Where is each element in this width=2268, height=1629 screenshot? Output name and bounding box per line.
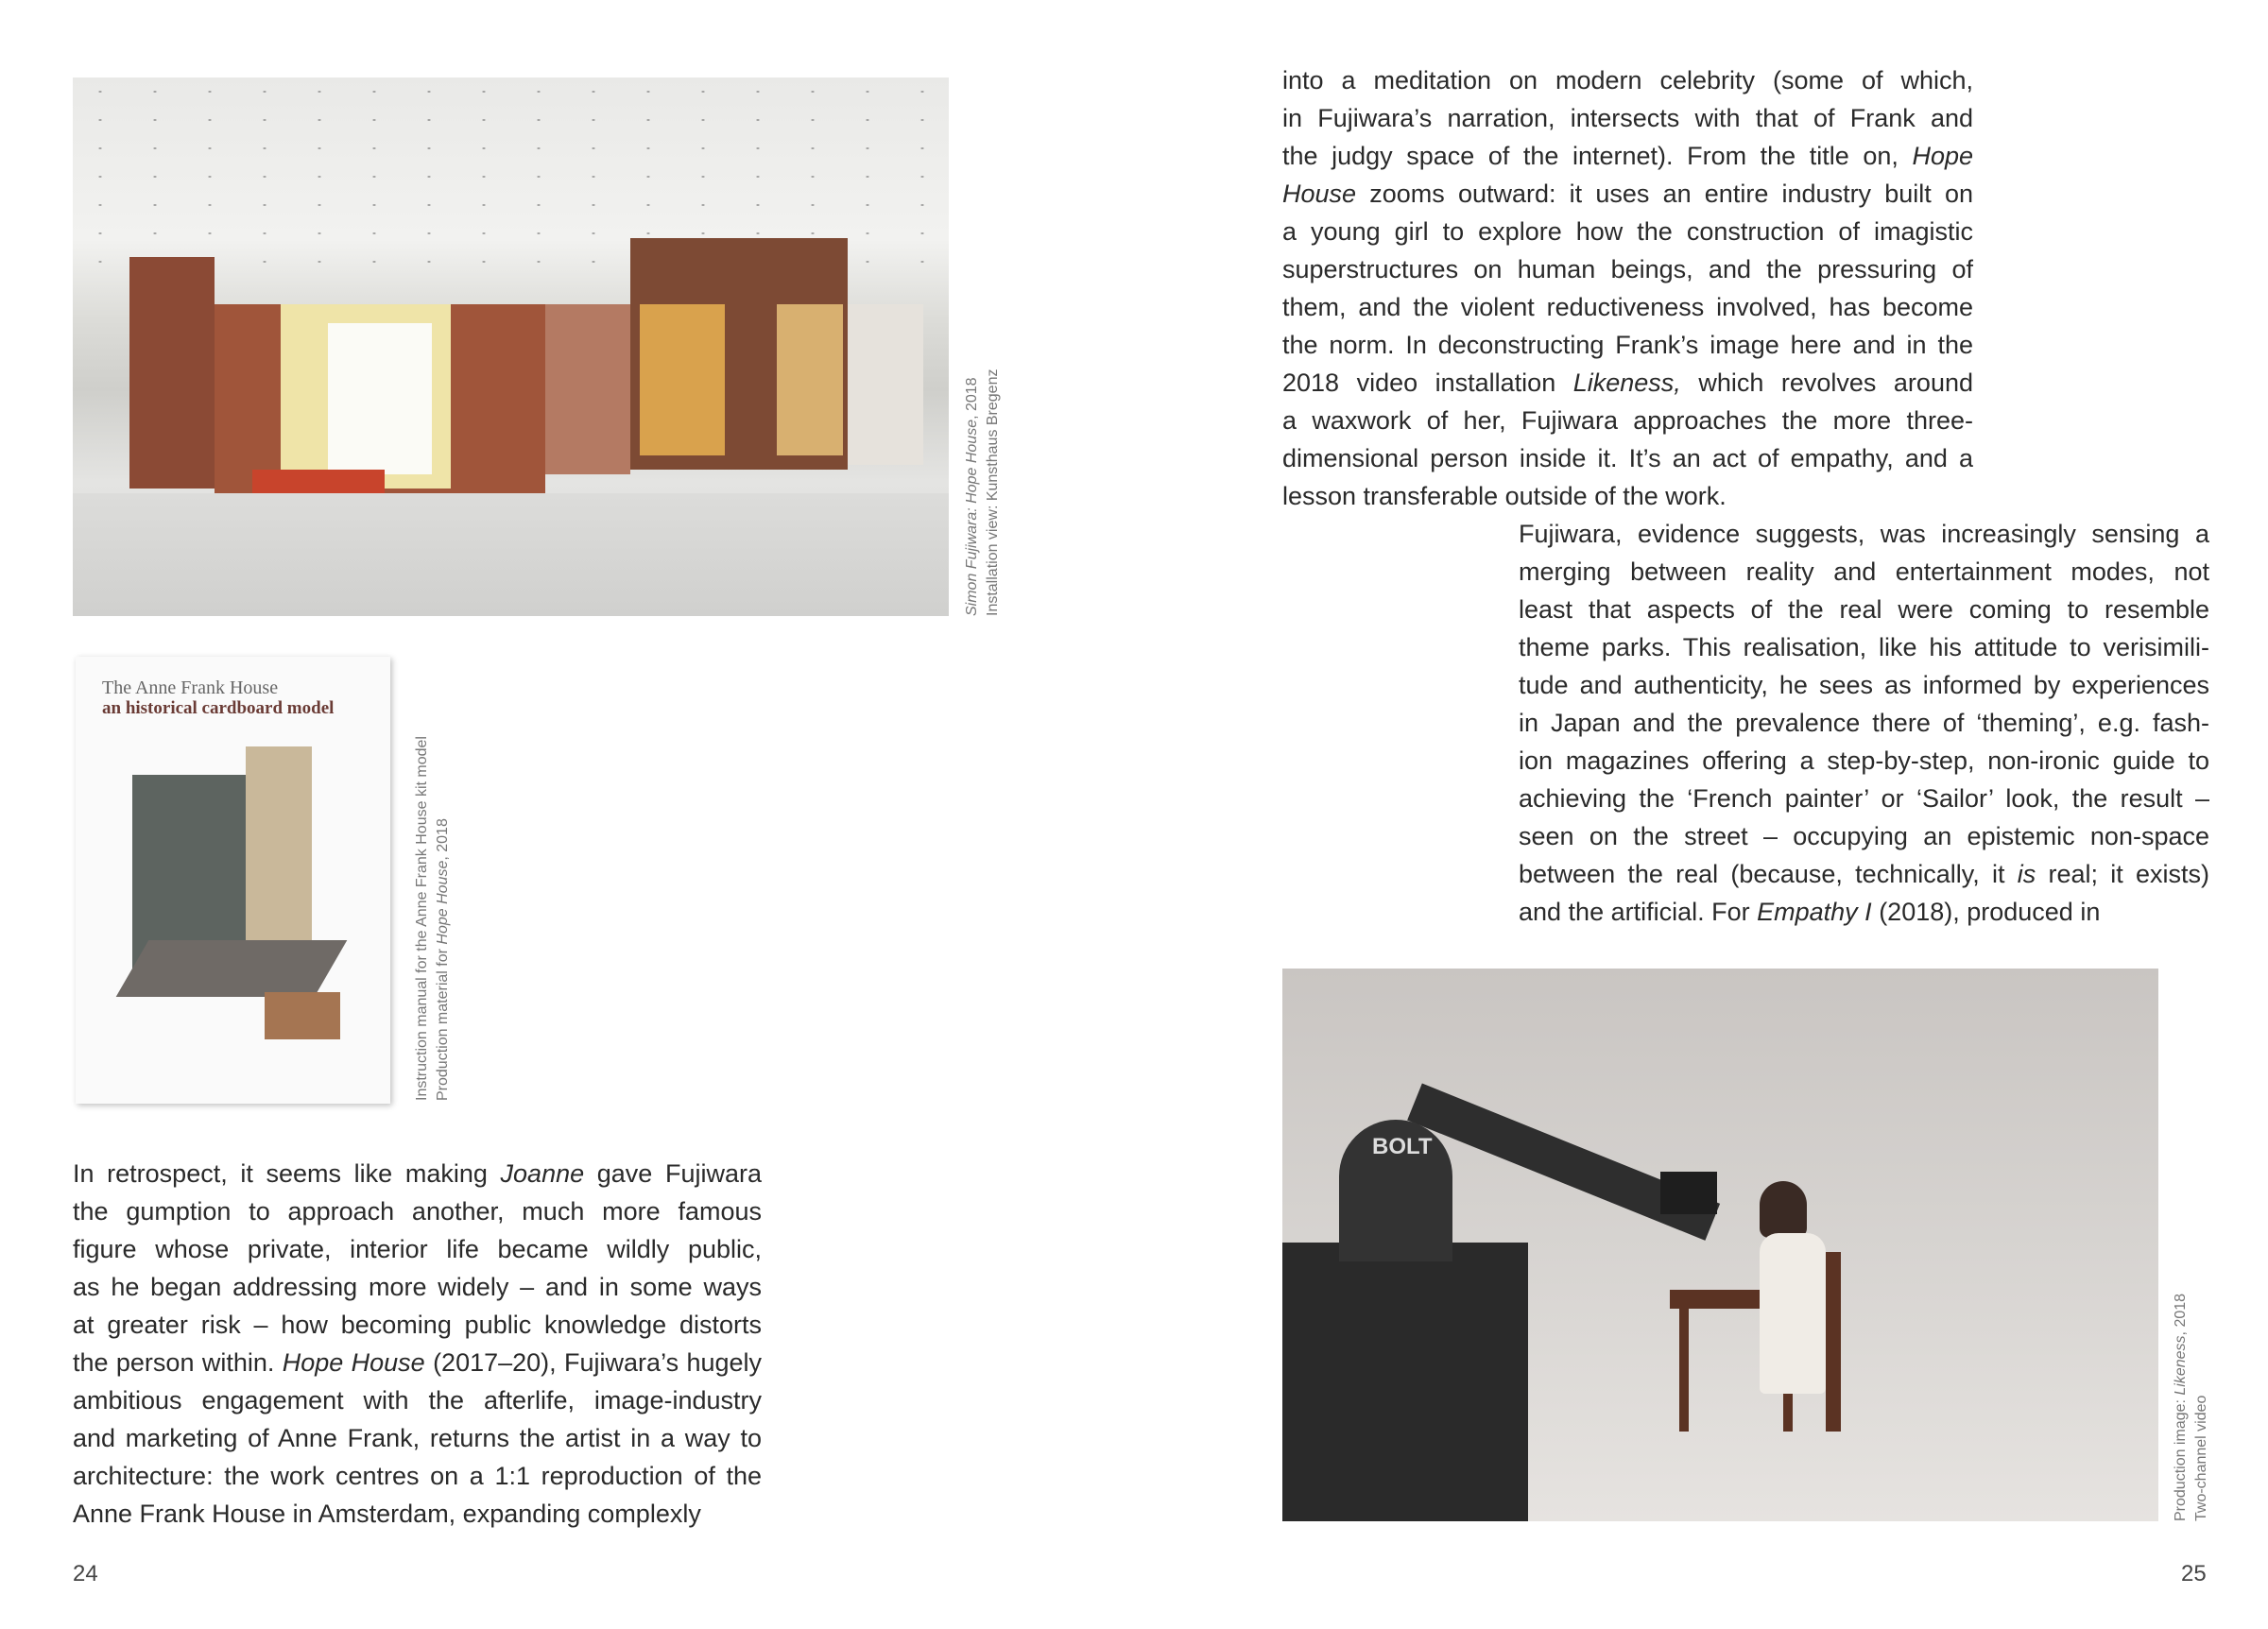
caption-line: Production image: xyxy=(2173,1395,2189,1521)
italic-text: is xyxy=(2017,860,2036,888)
text-line xyxy=(1282,288,1973,326)
text-run: (2018), produced in xyxy=(1871,898,2101,926)
text-run: theme parks. This realisation, like his attitude to verisimili- xyxy=(1519,633,2209,661)
text-run: the person within. xyxy=(73,1348,283,1377)
text-line xyxy=(1282,326,1973,364)
kit-title: The Anne Frank House xyxy=(102,677,279,698)
figure1-caption xyxy=(962,304,1004,616)
robot-base xyxy=(1282,1243,1528,1521)
robot-label: BOLT xyxy=(1372,1134,1433,1159)
text-line xyxy=(1282,250,1973,288)
caption-line: Two-channel video xyxy=(2193,1395,2209,1521)
desk-leg xyxy=(1679,1309,1689,1432)
text-line xyxy=(73,1457,762,1495)
text-run: superstructures on human beings, and the pressuring of xyxy=(1282,255,1973,283)
figure-head xyxy=(1760,1181,1807,1238)
text-run: merging between reality and entertainment modes, not xyxy=(1519,557,2209,586)
page-number-right: 25 xyxy=(2181,1561,2207,1586)
caption-title: Hope House xyxy=(435,860,451,945)
text-run: as he began addressing more widely – and in some ways xyxy=(73,1273,762,1301)
text-run: real; it exists) xyxy=(2036,860,2209,888)
red-floor xyxy=(252,470,385,493)
italic-text: Joanne xyxy=(500,1159,585,1188)
text-line xyxy=(73,1495,762,1533)
caption-title: Likeness xyxy=(2173,1335,2189,1396)
text-run: architecture: the work centres on a 1:1 reproduction of the xyxy=(73,1462,762,1490)
text-run: figure whose private, interior life became wildly public, xyxy=(73,1235,762,1263)
text-run: ion magazines offering a step-by-step, non-ironic guide to xyxy=(1519,746,2209,775)
text-run: between the real (because, technically, it xyxy=(1519,860,2018,888)
text-line xyxy=(73,1381,762,1419)
text-line xyxy=(1282,137,1973,175)
text-run: gave Fujiwara xyxy=(584,1159,762,1188)
waxwork-figure xyxy=(1760,1233,1826,1394)
text-run: tude and authenticity, he sees as informed by experiences xyxy=(1519,671,2209,699)
text-line xyxy=(73,1192,762,1230)
figure3-caption xyxy=(2171,1238,2212,1521)
lit-room xyxy=(640,304,725,455)
white-room xyxy=(328,323,432,474)
text-line xyxy=(1282,364,1973,402)
text-run: (2017–20), Fujiwara’s hugely xyxy=(424,1348,763,1377)
text-line xyxy=(1519,817,2209,855)
camera xyxy=(1660,1172,1717,1214)
hope-house-installation-photo xyxy=(73,77,949,616)
page-number-left: 24 xyxy=(73,1561,98,1586)
text-line xyxy=(1282,175,1973,213)
text-run: and the artificial. For xyxy=(1519,898,1758,926)
text-line xyxy=(1519,742,2209,780)
text-line xyxy=(1282,61,1973,99)
text-line xyxy=(73,1155,762,1192)
text-run: Fujiwara, evidence suggests, was increasingly sensing a xyxy=(1519,520,2209,548)
italic-text: Hope House xyxy=(282,1348,425,1377)
brick-wall xyxy=(129,257,215,489)
text-run: at greater risk – how becoming public knowledge distorts xyxy=(73,1311,762,1339)
right-paragraph-2 xyxy=(1519,515,2209,931)
caption-line: Instruction manual for the Anne Frank House kit model xyxy=(414,736,430,1101)
text-line xyxy=(73,1344,762,1381)
text-run: In retrospect, it seems like making xyxy=(73,1159,501,1188)
italic-text: House xyxy=(1282,180,1357,208)
chair xyxy=(1826,1252,1841,1432)
text-run: seen on the street – occupying an epistemic non-space xyxy=(1519,822,2209,850)
text-run: the judgy space of the internet). From the title on, xyxy=(1282,142,1913,170)
text-line xyxy=(1282,402,1973,439)
model-house-illustration xyxy=(246,746,312,964)
text-run: least that aspects of the real were coming to resemble xyxy=(1519,595,2209,624)
text-line xyxy=(73,1419,762,1457)
text-line xyxy=(73,1230,762,1268)
text-run: a young girl to explore how the construction of imagistic xyxy=(1282,217,1973,246)
text-line xyxy=(1519,515,2209,553)
text-run: 2018 video installation xyxy=(1282,369,1573,397)
robot-arm xyxy=(1407,1084,1720,1241)
likeness-production-photo xyxy=(1282,969,2158,1521)
text-run: them, and the violent reductiveness involved, has become xyxy=(1282,293,1973,321)
house-end-wall xyxy=(848,304,923,465)
text-run: which revolves around xyxy=(1680,369,1973,397)
italic-text: Hope xyxy=(1912,142,1973,170)
italic-text: Empathy I xyxy=(1757,898,1872,926)
caption-line: Installation view: Kunsthaus Bregenz xyxy=(985,369,1001,616)
text-line xyxy=(1519,780,2209,817)
lit-room xyxy=(777,304,843,455)
caption-year: , 2018 xyxy=(2173,1293,2189,1336)
italic-text: Likeness, xyxy=(1572,369,1681,397)
text-line xyxy=(1282,439,1973,477)
text-line xyxy=(73,1268,762,1306)
cardboard-model-cover xyxy=(76,657,390,1104)
text-line xyxy=(1519,704,2209,742)
text-line xyxy=(1519,893,2209,931)
text-run: and marketing of Anne Frank, returns the artist in a way to xyxy=(73,1424,762,1452)
text-run: lesson transferable outside of the work. xyxy=(1282,482,1727,510)
text-line xyxy=(1282,213,1973,250)
text-line xyxy=(1282,477,1973,515)
text-run: in Japan and the prevalence there of ‘theming’, e.g. fash- xyxy=(1519,709,2209,737)
text-line xyxy=(1519,553,2209,591)
model-base xyxy=(116,940,348,997)
caption-year: , 2018 xyxy=(964,377,980,420)
left-body-text xyxy=(73,1155,762,1533)
text-run: ambitious engagement with the afterlife, image-industry xyxy=(73,1386,762,1415)
text-line xyxy=(73,1306,762,1344)
text-line xyxy=(1519,591,2209,628)
text-run: the gumption to approach another, much more famous xyxy=(73,1197,762,1226)
text-run: a waxwork of her, Fujiwara approaches the more three- xyxy=(1282,406,1973,435)
text-run: the norm. In deconstructing Frank’s image here and in the xyxy=(1282,331,1973,359)
text-run: in Fujiwara’s narration, intersects with that of Frank and xyxy=(1282,104,1973,132)
text-run: dimensional person inside it. It’s an act of empathy, and a xyxy=(1282,444,1973,472)
caption-line: Production material for xyxy=(435,944,451,1101)
house-section xyxy=(545,304,630,474)
text-run: Anne Frank House in Amsterdam, expanding complexly xyxy=(73,1500,701,1528)
text-line xyxy=(1519,855,2209,893)
kit-subtitle: an historical cardboard model xyxy=(102,698,335,718)
text-run: into a meditation on modern celebrity (some of which, xyxy=(1282,66,1973,94)
caption-year: , 2018 xyxy=(435,818,451,861)
gallery-floor xyxy=(73,493,949,616)
text-run: achieving the ‘French painter’ or ‘Sailor’ look, the result – xyxy=(1519,784,2209,813)
text-run: zooms outward: it uses an entire industry built on xyxy=(1356,180,1973,208)
caption-title: Simon Fujiwara: Hope House xyxy=(964,419,980,616)
figure2-caption xyxy=(412,647,454,1101)
right-paragraph-1 xyxy=(1282,61,1973,515)
text-line xyxy=(1519,628,2209,666)
model-parts xyxy=(265,992,340,1039)
text-line xyxy=(1282,99,1973,137)
text-line xyxy=(1519,666,2209,704)
